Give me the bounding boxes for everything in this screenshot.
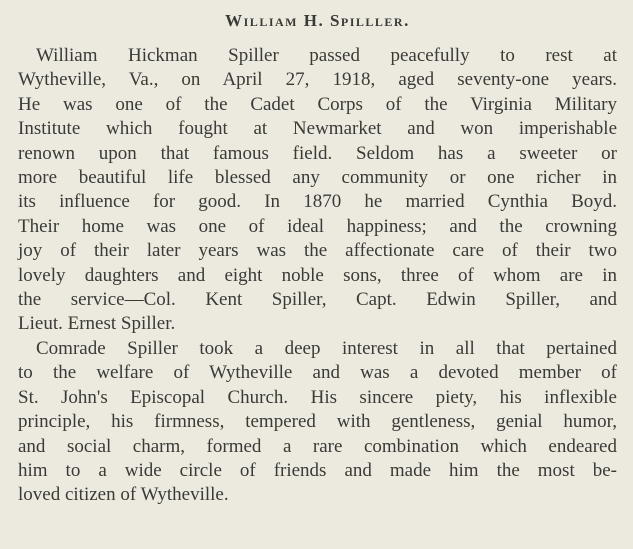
text-line: St. John's Episcopal Church. His sincere piety, his inflexible <box>18 386 617 408</box>
text-line: lovely daughters and eight noble sons, three of whom are in <box>18 264 617 286</box>
article-title: William H. Spilller. <box>225 11 410 30</box>
text-line: Comrade Spiller took a deep interest in all that pertained <box>36 337 617 359</box>
text-line: renown upon that famous field. Seldom has a sweeter or <box>18 142 617 164</box>
text-line: the service—Col. Kent Spiller, Capt. Edwin Spiller, and <box>18 289 617 311</box>
text-line: more beautiful life blessed any community or one richer in <box>18 167 617 189</box>
text-line: and social charm, formed a rare combination which endeared <box>18 435 617 457</box>
text-line: loved citizen of Wytheville. <box>18 484 229 506</box>
text-line: Lieut. Ernest Spiller. <box>18 313 176 335</box>
text-line: principle, his firmness, tempered with gentleness, genial humor, <box>18 411 617 433</box>
text-line: joy of their later years was the affectionate care of their two <box>18 240 617 262</box>
text-line: Wytheville, Va., on April 27, 1918, aged seventy-one years. <box>18 69 617 91</box>
text-line: He was one of the Cadet Corps of the Virginia Military <box>18 93 617 115</box>
text-line: to the welfare of Wytheville and was a devoted member of <box>18 362 617 384</box>
paragraph-2 <box>18 337 617 508</box>
text-line: him to a wide circle of friends and made him the most be- <box>18 459 617 481</box>
text-line: William Hickman Spiller passed peacefully to rest at <box>36 45 617 66</box>
paragraph-1 <box>18 44 617 337</box>
text-line: Institute which fought at Newmarket and won imperishable <box>18 118 617 140</box>
text-line: its influence for good. In 1870 he married Cynthia Boyd. <box>18 191 617 213</box>
text-line: Their home was one of ideal happiness; and the crowning <box>18 215 617 237</box>
